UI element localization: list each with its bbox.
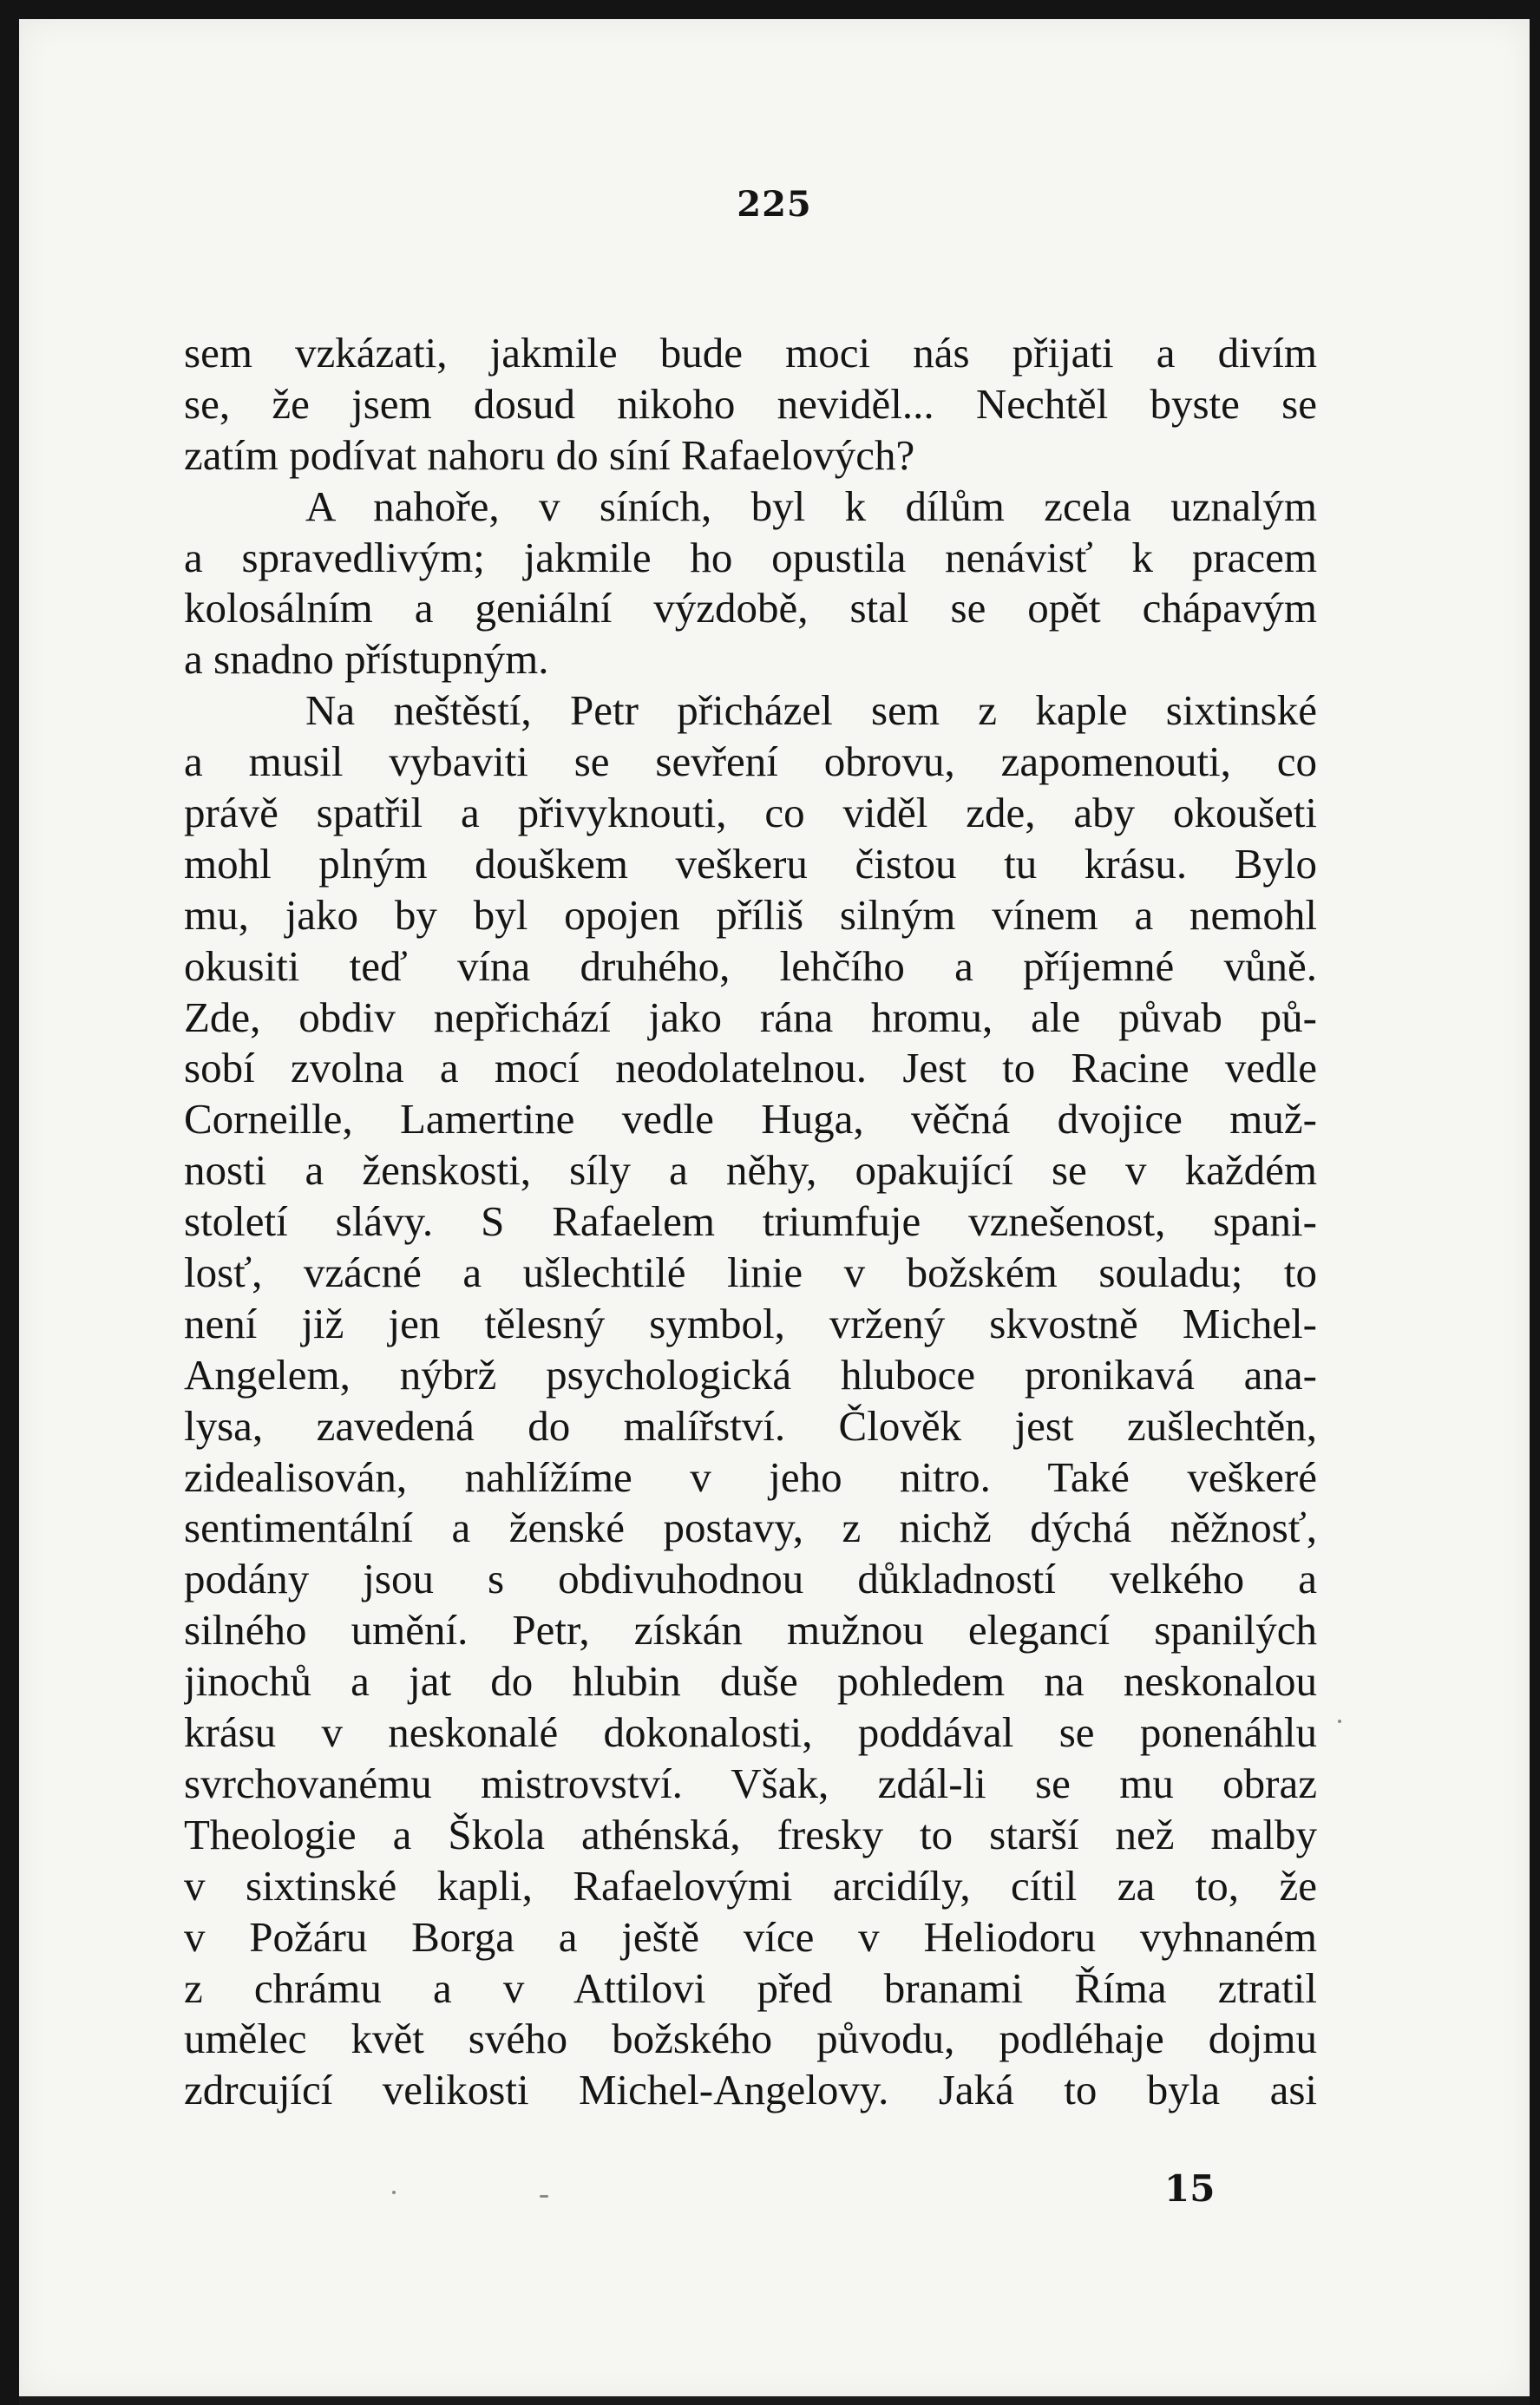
text-line: silného umění. Petr, získán mužnou elegancí spanilých bbox=[184, 1606, 1317, 1655]
text-line: zdrcující velikosti Michel-Angelovy. Jaká to byla asi bbox=[184, 2066, 1317, 2114]
text-line: jinochů a jat do hlubin duše pohledem na neskonalou bbox=[184, 1657, 1317, 1706]
text-line: století slávy. S Rafaelem triumfuje vznešenost, spani- bbox=[184, 1197, 1317, 1246]
text-line: Angelem, nýbrž psychologická hluboce pronikavá ana- bbox=[184, 1350, 1317, 1399]
text-line: A nahoře, v síních, byl k dílům zcela uznalým bbox=[305, 482, 1317, 530]
text-line: a spravedlivým; jakmile ho opustila nenávisť k pracem bbox=[184, 533, 1317, 581]
paper-speck bbox=[1338, 1720, 1341, 1723]
text-line: a musil vybaviti se sevření obrovu, zapomenouti, co bbox=[184, 737, 1317, 786]
text-line: umělec květ svého božského původu, podléhaje dojmu bbox=[184, 2015, 1317, 2063]
text-line: Theologie a Škola athénská, fresky to starší než malby bbox=[184, 1810, 1317, 1858]
text-line: kolosálním a geniální výzdobě, stal se opět chápavým bbox=[184, 584, 1317, 632]
text-line: zidealisován, nahlížíme v jeho nitro. Také veškeré bbox=[184, 1452, 1317, 1501]
text-line: krásu v neskonalé dokonalosti, poddával se ponenáhlu bbox=[184, 1708, 1317, 1757]
text-line: mu, jako by byl opojen příliš silným vínem a nemohl bbox=[184, 890, 1317, 939]
book-page bbox=[19, 19, 1530, 2396]
page-number: 225 bbox=[737, 184, 812, 225]
text-line: z chrámu a v Attilovi před branami Říma ztratil bbox=[184, 1963, 1317, 2012]
paper-speck bbox=[540, 2195, 548, 2198]
scan-border-top bbox=[0, 0, 1540, 19]
text-line: podány jsou s obdivuhodnou důkladností velkého a bbox=[184, 1555, 1317, 1603]
text-line: nosti a ženskosti, síly a něhy, opakující se v každém bbox=[184, 1146, 1317, 1195]
text-line: sem vzkázati, jakmile bude moci nás přijati a divím bbox=[184, 329, 1317, 377]
text-line: lysa, zavedená do malířství. Člověk jest zušlechtěn, bbox=[184, 1401, 1317, 1450]
text-line: svrchovanému mistrovství. Však, zdál-li se mu obraz bbox=[184, 1759, 1317, 1807]
text-line: Zde, obdiv nepřichází jako rána hromu, ale půvab pů- bbox=[184, 993, 1317, 1041]
signature-mark: 15 bbox=[1164, 2167, 1216, 2210]
body-text bbox=[184, 328, 1317, 2116]
text-line: zatím podívat nahoru do síní Rafaelových? bbox=[184, 430, 915, 479]
scan-border-right bbox=[1530, 0, 1540, 2405]
text-line: sentimentální a ženské postavy, z nichž dýchá něžnosť, bbox=[184, 1504, 1317, 1552]
scan-border-left bbox=[0, 0, 19, 2405]
text-line: sobí zvolna a mocí neodolatelnou. Jest to Racine vedle bbox=[184, 1044, 1317, 1092]
text-line: není již jen tělesný symbol, vržený skvostně Michel- bbox=[184, 1299, 1317, 1347]
text-line: a snadno přístupným. bbox=[184, 635, 549, 684]
text-line: v Požáru Borga a ještě více v Heliodoru vyhnaném bbox=[184, 1912, 1317, 1961]
text-line: Na neštěstí, Petr přicházel sem z kaple sixtinské bbox=[305, 686, 1317, 735]
text-line: okusiti teď vína druhého, lehčího a příjemné vůně. bbox=[184, 941, 1317, 990]
text-line: losť, vzácné a ušlechtilé linie v božském souladu; to bbox=[184, 1248, 1317, 1297]
text-line: se, že jsem dosud nikoho neviděl... Nechtěl byste se bbox=[184, 379, 1317, 428]
text-line: právě spatřil a přivyknouti, co viděl zde, aby okoušeti bbox=[184, 789, 1317, 837]
paper-speck bbox=[392, 2191, 396, 2194]
text-line: v sixtinské kapli, Rafaelovými arcidíly, cítil za to, že bbox=[184, 1861, 1317, 1910]
text-line: Corneille, Lamertine vedle Huga, věčná dvojice muž- bbox=[184, 1095, 1317, 1144]
text-line: mohl plným douškem veškeru čistou tu krásu. Bylo bbox=[184, 839, 1317, 888]
